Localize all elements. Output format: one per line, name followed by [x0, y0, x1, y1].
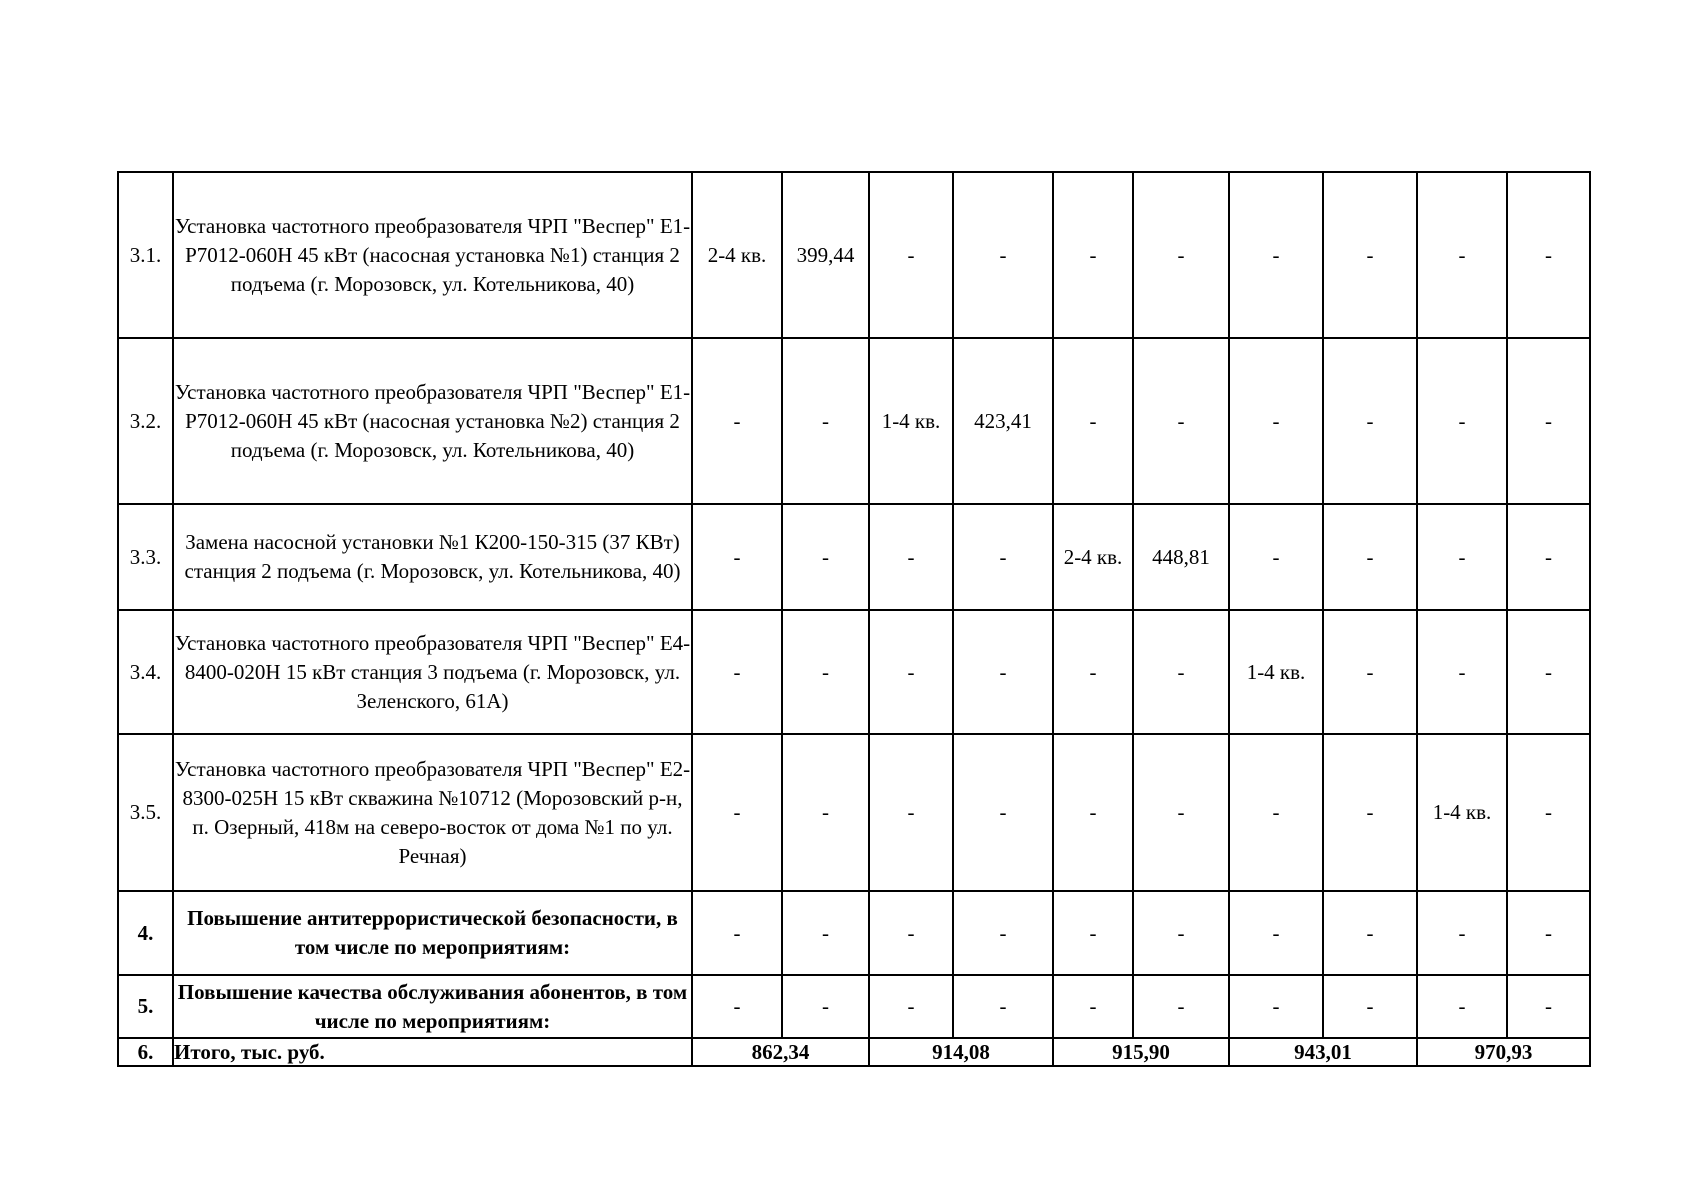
period-cell: -	[1229, 734, 1323, 891]
amount-cell: -	[1323, 734, 1417, 891]
period-cell: -	[1417, 172, 1507, 338]
period-cell: -	[692, 975, 782, 1038]
total-number: 6.	[118, 1038, 173, 1066]
amount-cell: -	[953, 734, 1053, 891]
period-cell: -	[1417, 504, 1507, 610]
amount-cell: -	[782, 734, 869, 891]
amount-cell: -	[1323, 172, 1417, 338]
period-cell: -	[1417, 975, 1507, 1038]
amount-cell: -	[953, 891, 1053, 975]
amount-cell: -	[782, 504, 869, 610]
amount-cell: -	[1323, 891, 1417, 975]
table-row	[118, 338, 1590, 504]
period-cell: 2-4 кв.	[692, 172, 782, 338]
amount-cell: -	[953, 504, 1053, 610]
period-cell: -	[869, 610, 953, 734]
amount-cell: -	[1323, 338, 1417, 504]
period-cell: -	[869, 172, 953, 338]
amount-cell: -	[782, 338, 869, 504]
amount-cell: -	[953, 975, 1053, 1038]
row-description: Повышение качества обслуживания абонентов, в том числе по мероприятиям:	[173, 975, 692, 1038]
table-row	[118, 172, 1590, 338]
row-number: 3.2.	[118, 338, 173, 504]
amount-cell: -	[1507, 338, 1590, 504]
row-description: Замена насосной установки №1 К200-150-315 (37 КВт) станция 2 подъема (г. Морозовск, ул. Котельникова, 40)	[173, 504, 692, 610]
period-cell: -	[1053, 610, 1133, 734]
row-description: Установка частотного преобразователя ЧРП "Веспер" E2-8300-025H 15 кВт скважина №10712 (Морозовский р-н, п. Озерный, 418м на северо-восток от дома №1 по ул. Речная)	[173, 734, 692, 891]
total-value: 862,34	[692, 1038, 869, 1066]
amount-cell: 448,81	[1133, 504, 1229, 610]
total-value: 914,08	[869, 1038, 1053, 1066]
measures-table	[117, 171, 1591, 1067]
period-cell: 1-4 кв.	[1229, 610, 1323, 734]
row-description: Установка частотного преобразователя ЧРП "Веспер" E1-P7012-060H 45 кВт (насосная установка №2) станция 2 подъема (г. Морозовск, ул. Котельникова, 40)	[173, 338, 692, 504]
amount-cell: -	[1507, 975, 1590, 1038]
amount-cell: -	[1507, 734, 1590, 891]
row-description: Установка частотного преобразователя ЧРП "Веспер" E1-P7012-060H 45 кВт (насосная установка №1) станция 2 подъема (г. Морозовск, ул. Котельникова, 40)	[173, 172, 692, 338]
amount-cell: -	[1133, 172, 1229, 338]
amount-cell: -	[1507, 610, 1590, 734]
amount-cell: -	[1323, 975, 1417, 1038]
row-description: Установка частотного преобразователя ЧРП "Веспер" E4-8400-020H 15 кВт станция 3 подъема (г. Морозовск, ул. Зеленского, 61А)	[173, 610, 692, 734]
period-cell: 1-4 кв.	[1417, 734, 1507, 891]
amount-cell: -	[782, 891, 869, 975]
period-cell: -	[869, 975, 953, 1038]
amount-cell: -	[953, 610, 1053, 734]
total-value: 943,01	[1229, 1038, 1417, 1066]
period-cell: -	[869, 734, 953, 891]
period-cell: -	[1417, 891, 1507, 975]
period-cell: -	[869, 891, 953, 975]
amount-cell: -	[1507, 504, 1590, 610]
table-row	[118, 610, 1590, 734]
period-cell: -	[692, 734, 782, 891]
row-number: 4.	[118, 891, 173, 975]
amount-cell: -	[1133, 610, 1229, 734]
period-cell: -	[869, 504, 953, 610]
amount-cell: 423,41	[953, 338, 1053, 504]
total-value: 970,93	[1417, 1038, 1590, 1066]
period-cell: -	[1229, 172, 1323, 338]
period-cell: -	[1053, 975, 1133, 1038]
amount-cell: -	[1323, 504, 1417, 610]
table-row	[118, 975, 1590, 1038]
period-cell: -	[1229, 891, 1323, 975]
amount-cell: -	[1133, 338, 1229, 504]
amount-cell: -	[782, 610, 869, 734]
period-cell: -	[692, 338, 782, 504]
amount-cell: -	[1133, 975, 1229, 1038]
amount-cell: -	[1507, 172, 1590, 338]
row-number: 3.5.	[118, 734, 173, 891]
period-cell: -	[1229, 338, 1323, 504]
table-row	[118, 891, 1590, 975]
table-row	[118, 504, 1590, 610]
amount-cell: -	[782, 975, 869, 1038]
period-cell: -	[1417, 610, 1507, 734]
amount-cell: -	[1133, 734, 1229, 891]
row-description: Повышение антитеррористической безопасности, в том числе по мероприятиям:	[173, 891, 692, 975]
period-cell: -	[692, 610, 782, 734]
period-cell: -	[1053, 891, 1133, 975]
table-row	[118, 734, 1590, 891]
row-number: 3.1.	[118, 172, 173, 338]
period-cell: 2-4 кв.	[1053, 504, 1133, 610]
row-number: 5.	[118, 975, 173, 1038]
total-row	[118, 1038, 1590, 1066]
period-cell: -	[1229, 975, 1323, 1038]
period-cell: -	[692, 891, 782, 975]
total-value: 915,90	[1053, 1038, 1229, 1066]
period-cell: -	[1417, 338, 1507, 504]
amount-cell: -	[1507, 891, 1590, 975]
total-label: Итого, тыс. руб.	[173, 1038, 692, 1066]
amount-cell: -	[1323, 610, 1417, 734]
period-cell: -	[1053, 734, 1133, 891]
amount-cell: 399,44	[782, 172, 869, 338]
row-number: 3.4.	[118, 610, 173, 734]
period-cell: -	[692, 504, 782, 610]
amount-cell: -	[953, 172, 1053, 338]
row-number: 3.3.	[118, 504, 173, 610]
period-cell: -	[1053, 338, 1133, 504]
period-cell: 1-4 кв.	[869, 338, 953, 504]
amount-cell: -	[1133, 891, 1229, 975]
period-cell: -	[1053, 172, 1133, 338]
period-cell: -	[1229, 504, 1323, 610]
